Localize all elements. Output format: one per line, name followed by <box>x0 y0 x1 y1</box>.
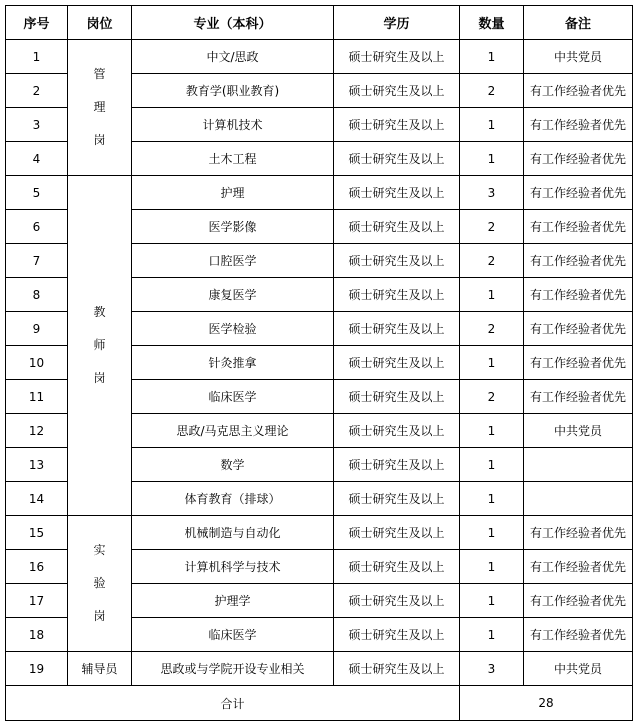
major-cell: 中文/思政 <box>132 40 334 74</box>
remark-cell: 有工作经验者优先 <box>524 584 633 618</box>
degree-cell: 硕士研究生及以上 <box>334 584 460 618</box>
post-char: 理 <box>93 100 106 114</box>
degree-cell: 硕士研究生及以上 <box>334 346 460 380</box>
post-group-lab <box>68 516 132 652</box>
degree-cell: 硕士研究生及以上 <box>334 142 460 176</box>
seq-cell: 6 <box>6 210 68 244</box>
degree-cell: 硕士研究生及以上 <box>334 74 460 108</box>
degree-cell: 硕士研究生及以上 <box>334 414 460 448</box>
count-cell: 1 <box>460 414 524 448</box>
post-group-management <box>68 40 132 176</box>
seq-cell: 18 <box>6 618 68 652</box>
major-cell: 护理 <box>132 176 334 210</box>
degree-cell: 硕士研究生及以上 <box>334 210 460 244</box>
count-cell: 2 <box>460 74 524 108</box>
seq-cell: 16 <box>6 550 68 584</box>
count-cell: 1 <box>460 346 524 380</box>
remark-cell: 有工作经验者优先 <box>524 550 633 584</box>
post-group-counselor: 辅导员 <box>68 652 132 686</box>
count-cell: 1 <box>460 108 524 142</box>
seq-cell: 10 <box>6 346 68 380</box>
major-cell: 思政或与学院开设专业相关 <box>132 652 334 686</box>
seq-cell: 11 <box>6 380 68 414</box>
seq-cell: 2 <box>6 74 68 108</box>
remark-cell: 有工作经验者优先 <box>524 618 633 652</box>
major-cell: 计算机科学与技术 <box>132 550 334 584</box>
remark-cell: 有工作经验者优先 <box>524 176 633 210</box>
remark-cell <box>524 482 633 516</box>
remark-cell: 中共党员 <box>524 40 633 74</box>
major-cell: 口腔医学 <box>132 244 334 278</box>
major-cell: 数学 <box>132 448 334 482</box>
seq-cell: 1 <box>6 40 68 74</box>
count-cell: 1 <box>460 584 524 618</box>
major-cell: 临床医学 <box>132 380 334 414</box>
major-cell: 土木工程 <box>132 142 334 176</box>
count-cell: 1 <box>460 448 524 482</box>
total-value: 28 <box>460 686 633 721</box>
recruitment-table <box>5 5 633 721</box>
count-cell: 2 <box>460 244 524 278</box>
count-cell: 3 <box>460 176 524 210</box>
table-row <box>6 40 633 74</box>
degree-cell: 硕士研究生及以上 <box>334 108 460 142</box>
seq-cell: 3 <box>6 108 68 142</box>
degree-cell: 硕士研究生及以上 <box>334 652 460 686</box>
post-char: 岗 <box>93 609 106 623</box>
seq-cell: 4 <box>6 142 68 176</box>
degree-cell: 硕士研究生及以上 <box>334 312 460 346</box>
count-cell: 1 <box>460 40 524 74</box>
seq-cell: 15 <box>6 516 68 550</box>
header-major: 专业（本科） <box>132 6 334 40</box>
major-cell: 思政/马克思主义理论 <box>132 414 334 448</box>
remark-cell: 有工作经验者优先 <box>524 210 633 244</box>
seq-cell: 8 <box>6 278 68 312</box>
remark-cell: 有工作经验者优先 <box>524 312 633 346</box>
major-cell: 机械制造与自动化 <box>132 516 334 550</box>
major-cell: 护理学 <box>132 584 334 618</box>
degree-cell: 硕士研究生及以上 <box>334 380 460 414</box>
post-char: 实 <box>93 543 106 557</box>
count-cell: 1 <box>460 278 524 312</box>
total-label: 合计 <box>6 686 460 721</box>
seq-cell: 5 <box>6 176 68 210</box>
degree-cell: 硕士研究生及以上 <box>334 40 460 74</box>
degree-cell: 硕士研究生及以上 <box>334 618 460 652</box>
count-cell: 2 <box>460 312 524 346</box>
post-char: 管 <box>93 67 106 81</box>
remark-cell: 有工作经验者优先 <box>524 74 633 108</box>
seq-cell: 14 <box>6 482 68 516</box>
header-row <box>6 6 633 40</box>
remark-cell: 中共党员 <box>524 652 633 686</box>
remark-cell: 有工作经验者优先 <box>524 516 633 550</box>
header-count: 数量 <box>460 6 524 40</box>
remark-cell: 有工作经验者优先 <box>524 278 633 312</box>
count-cell: 1 <box>460 550 524 584</box>
table-row <box>6 652 633 686</box>
remark-cell <box>524 448 633 482</box>
major-cell: 康复医学 <box>132 278 334 312</box>
degree-cell: 硕士研究生及以上 <box>334 550 460 584</box>
count-cell: 1 <box>460 142 524 176</box>
major-cell: 针灸推拿 <box>132 346 334 380</box>
post-group-teacher <box>68 176 132 516</box>
seq-cell: 19 <box>6 652 68 686</box>
remark-cell: 有工作经验者优先 <box>524 108 633 142</box>
degree-cell: 硕士研究生及以上 <box>334 448 460 482</box>
major-cell: 医学检验 <box>132 312 334 346</box>
count-cell: 2 <box>460 380 524 414</box>
post-char: 验 <box>93 576 106 590</box>
seq-cell: 12 <box>6 414 68 448</box>
count-cell: 1 <box>460 618 524 652</box>
count-cell: 1 <box>460 516 524 550</box>
remark-cell: 有工作经验者优先 <box>524 244 633 278</box>
degree-cell: 硕士研究生及以上 <box>334 176 460 210</box>
post-char: 教 <box>93 305 106 319</box>
header-degree: 学历 <box>334 6 460 40</box>
count-cell: 1 <box>460 482 524 516</box>
header-post: 岗位 <box>68 6 132 40</box>
remark-cell: 有工作经验者优先 <box>524 380 633 414</box>
seq-cell: 9 <box>6 312 68 346</box>
table-row <box>6 176 633 210</box>
seq-cell: 17 <box>6 584 68 618</box>
remark-cell: 有工作经验者优先 <box>524 346 633 380</box>
post-char: 岗 <box>93 133 106 147</box>
post-char: 岗 <box>93 371 106 385</box>
seq-cell: 13 <box>6 448 68 482</box>
degree-cell: 硕士研究生及以上 <box>334 516 460 550</box>
major-cell: 临床医学 <box>132 618 334 652</box>
remark-cell: 有工作经验者优先 <box>524 142 633 176</box>
header-remark: 备注 <box>524 6 633 40</box>
post-char: 师 <box>93 338 106 352</box>
header-seq: 序号 <box>6 6 68 40</box>
count-cell: 3 <box>460 652 524 686</box>
major-cell: 计算机技术 <box>132 108 334 142</box>
major-cell: 体育教育（排球） <box>132 482 334 516</box>
major-cell: 医学影像 <box>132 210 334 244</box>
degree-cell: 硕士研究生及以上 <box>334 278 460 312</box>
count-cell: 2 <box>460 210 524 244</box>
degree-cell: 硕士研究生及以上 <box>334 482 460 516</box>
total-row <box>6 686 633 721</box>
remark-cell: 中共党员 <box>524 414 633 448</box>
degree-cell: 硕士研究生及以上 <box>334 244 460 278</box>
major-cell: 教育学(职业教育) <box>132 74 334 108</box>
seq-cell: 7 <box>6 244 68 278</box>
table-row <box>6 516 633 550</box>
